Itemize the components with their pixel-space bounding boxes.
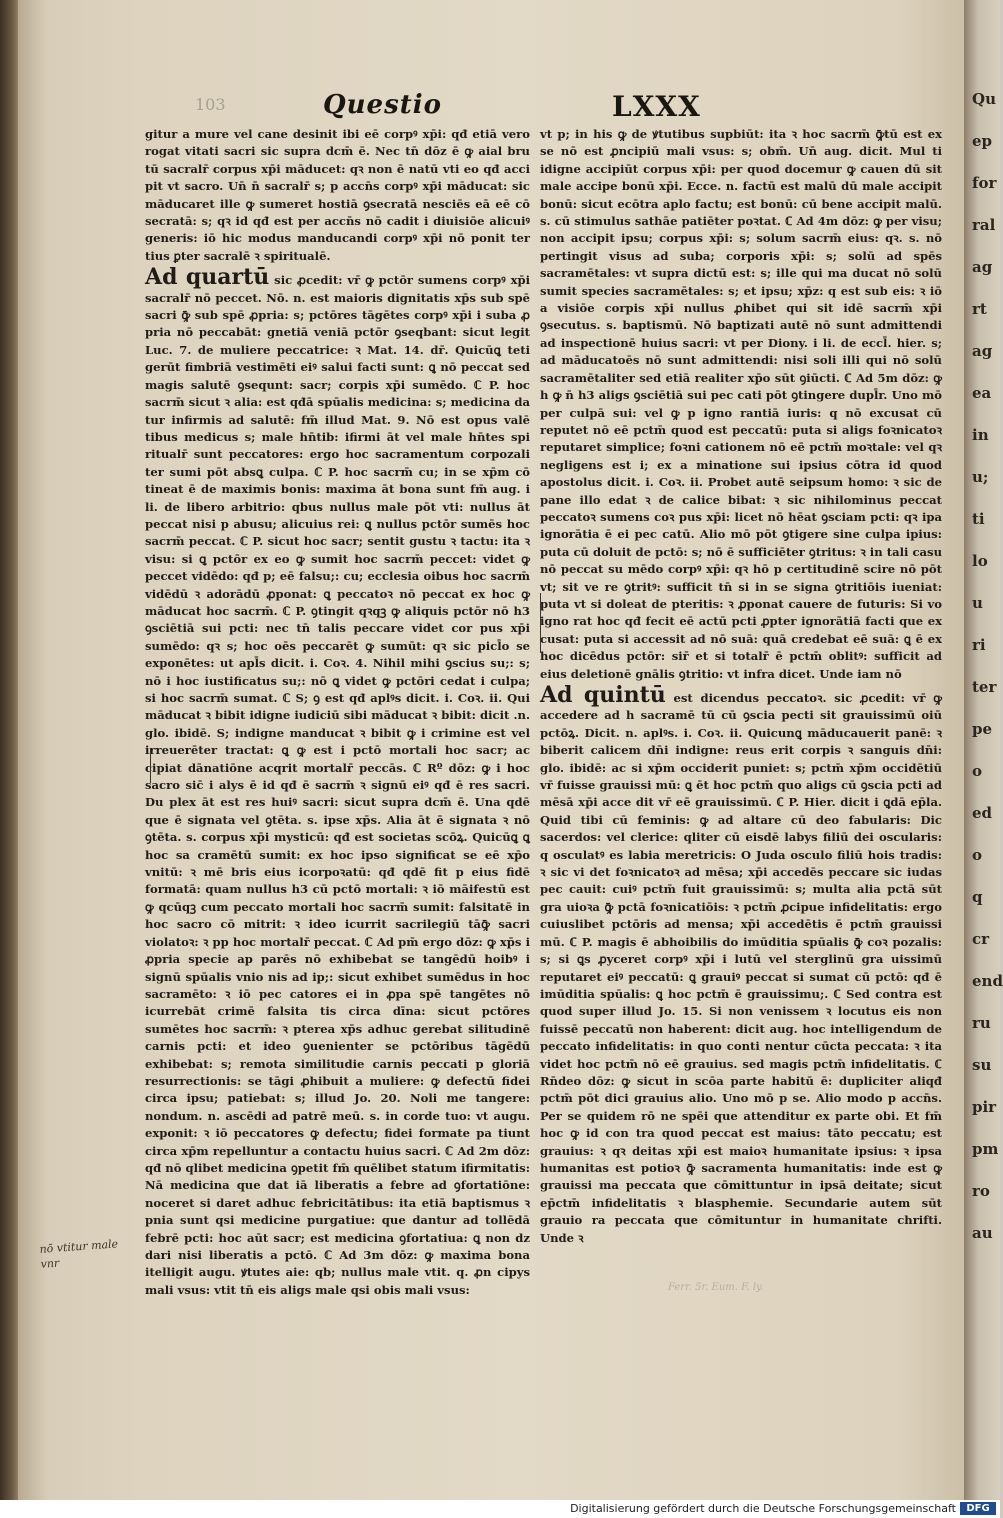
facing-page-fragment: ri	[972, 636, 986, 654]
facing-page-fragment: pir	[972, 1098, 997, 1116]
paragraph	[145, 265, 530, 1299]
book-edge-left	[0, 0, 20, 1500]
facing-page-fragment: au	[972, 1224, 993, 1242]
running-head-right: LXXX	[612, 90, 701, 123]
facing-page-edge	[964, 0, 1003, 1500]
text-column-right	[540, 126, 942, 1251]
margin-bracket	[540, 593, 545, 653]
facing-page-fragment: o	[972, 846, 983, 864]
facing-page-fragment: ag	[972, 342, 993, 360]
paragraph-text: sic ꝓcedit: vr̄ ꝙ accedere ad h sacramē tū cū ꝯscia pecti sit grauissimū oiū pctōꝝ. Dicit. n. aplꝰs. i. Coꝛ. ii. Quicunꝗ māducauerit panē: ꝛ biberit calicem dn̄i indigne: reus erit corpis ꝛ sanguis dn̄i: glo. ibidē: ac si xp̄m occiderit puniet: s; pctm̄ xp̄m occidētiū vr̄ fuisse grauissi mū: ꝗ ēt hoc pctm̄ quo aligs cū ꝯscia pcti ad mēsā xp̄i acce dit vr̄ eē grauissimū. ℂ P. Hier. dicit i ꝗdā ep̄la. Quid tibi cū feminis: ꝙ ad altare cū deo fabularis: Dic sacerdos: vel clerice: qliter cū eisdē labys filiū dei oscularis: q osculatꝰ es labia meretricis: O Juda osculo filiū hois tradis: ꝛ sic vi det foꝛnicatoꝛ ad mēsa; xp̄i accedēs peccare sic iudas pec cauit: cuiꝰ pctm̄ fuit grauissimū: s; multa alia pctā sūt gra uioꝛa ꝙ̄ pctā foꝛnicatiōis: ꝛ pctm̄ ꝓcipue infidelitatis: ergo cuiuslibet pctōris ad mensa; xp̄i accedētis ē pctm̄ grauissi mū. ℂ P. magis ē abhoibilis do imūditia spūalis ꝙ̄ coꝛ pozalis: s; si ꝗs ꝓyceret corpꝰ xp̄i i lutū vel sterglinū gra uissimū reputaret eiꝰ peccatū: ꝗ grauiꝰ peccat si sumat cū pctō: qđ ē imūditia spūalis: ꝗ hoc pctm̄ ē grauissimu;. ℂ Sed contra est quod super illud Jo. 15. Si non venissem ꝛ locutus eis non fuissē peccatū non haberent: dicit aug. hoc intelligendum de peccato infidelitatis: in quo conti nentur cūcta peccata: ꝛ ita videt hoc pctm̄ nō eē grauius. sed magis pctm̄ infidelitatis. ℂ Rn̄deo dōz: ꝙ sicut in scōa parte habitū ē: dupliciter aliqđ pctm̄ pōt dici grauius alio. Uno mō p se. Alio modo p accn̄s. Per se quidem rō ne spēi que attenditur ex parte obi. Et fm̄ hoc ꝙ id con tra quod peccat est maius: tāto peccatu; est grauius: ꝛ qꝛ deitas xp̄i est maioꝛ humanitate ipsius: ꝛ ipsa humanitas est potioꝛ ꝙ̄ sacramenta humanitatis: inde est ꝙ grauissi ma peccata que cōmittuntur in ipsā deitate; sicut ep̄ctm̄ infidelitatis ꝛ blasphemie. Secundarie autem sūt grauio ra peccata que cōmituntur in humanitate chrifti. Unde ꝛ	[540, 691, 942, 1245]
running-head-left: Questio	[323, 90, 442, 120]
paragraph: gitur a mure vel cane desinit ibi eē corpꝰ xp̄i: qđ etiā vero rogat vitati sacri sic supra dcm̄ ē. Nec tn̄ dōz ē ꝙ aial bru tū sacralr̄ corpus xp̄i māducet: qꝛ non ē natū vti eo qđ acci pit vt sacro. Un̄ n̄ sacralr̄ s; p accn̄s corpꝰ xp̄i māducat: sic māducaret ille ꝙ sumeret hostiā ꝯsecratā nesciēs eā eē cō secratā: s; qꝛ id qđ est per accn̄s nō cadit i diuisiōe alicuiꝰ generis: iō hic modus manducandi corpꝰ xp̄i nō ponit ter tius ꝑter sacralē ꝛ spiritualē.	[145, 127, 530, 263]
facing-page-fragment: ep	[972, 132, 993, 150]
margin-note-line: vnr	[40, 1256, 60, 1271]
facing-page-fragment: u	[972, 594, 983, 612]
footer-bar	[0, 1500, 1000, 1518]
faint-stamp: Ferr. 5r. Eum. F. ly.	[668, 1282, 764, 1293]
paragraph: vt p; in his ꝙ de ꝟtutibus supbiūt: ita ꝛ hoc sacrm̄ ꝙ̄tū est ex se nō est ꝓncipiū mali vsus: s; obm̄. Un̄ aug. dicit. Mul ti idigne accipiūt corpus xp̄i: per quod docemur ꝙ cauen dū sit male accipe bonū xp̄i. Ecce. n. factū est malū dū male accipit bonū: sicut ecōtra aplo factu; est bonū: cū bene accipit malū. s. cū stimulus sathāe patiēter poꝛtat. ℂ Ad 4m dōz: ꝙ per visu; non accipit ipsu; corpus xp̄i: s; solum sacrm̄ eius: qꝛ. s. nō pertingit visus ad suba; corporis xp̄i: s; solū ad spēs sacramētales: vt supra dictū est: s; ille qui ma ducat nō solū sumit species sacramētales: s; et ipsu; xp̄z: q est sub eis: ꝛ iō a visiōe corpis xp̄i nullus ꝓhibet qui sit idē sacrm̄ xp̄i ꝯsecutus. s. baptismū. Nō baptizati autē nō sunt admittendi ad inspectionē huius sacri: vt per Diony. i li. de eccl̄. hier. s; ad māducatoēs nō sunt admittendi: nisi soli illi qui nō solū sacramētaliter sed etiā realiter xp̄o sūt ꝯiūcti. ℂ Ad 5m dōz: ꝙ h ꝙ n̄ h3 aligs ꝯsciētiā sui pec cati pōt ꝯtingere dupl̄r. Uno mō per culpā sui: vel ꝙ p igno rantiā iuris: q nō excusat cū reputet nō eē pctm̄ quod est peccatū: puta si aligs foꝛnicatoꝛ reputaret simplice; foꝛni cationem nō eē pctm̄ moꝛtale: vel qꝛ negligens est i; ex a minatione sui ipsius cōtra id quod apostolus dicit. i. Coꝛ. ii. Probet autē seipsum homo: ꝛ sic de pane illo edat ꝛ de calice bibat: ꝛ sic nihilominus peccat peccatoꝛ sumens coꝛ pus xp̄i: licet nō hēat ꝯsciam pcti: qꝛ ipa ignorātia ē ei pec catū. Alio mō pōt ꝯtigere sine culpa ipius: puta cū doluit de pctō: s; nō ē sufficiēter ꝯtritus: ꝛ in tali casu nō peccat su mēdo corpꝰ xp̄i: qꝛ hō p certitudinē scire nō pōt vt; sit ve re ꝯtritꝰ: sufficit tn̄ si in se signa ꝯtritiōis iueniat: puta vt si doleat de pteritis: ꝛ ꝓponat cauere de futuris: Si vo igno rat hoc qđ fecit eē actū pcti ꝓpter ignorātiā facti que ex cusat: puta si accessit ad nō suā: quā credebat eē suā: ꝗ ē ex hoc dicēdus pctōr: sir̄ et si totalr̄ ē pctm̄ oblitꝰ: sufficit ad eius deletionē gnālis ꝯtritio: vt infra dicet. Unde iam nō	[540, 127, 942, 681]
facing-page-fragment: end	[972, 972, 1003, 990]
facing-page-fragment: ag	[972, 258, 993, 276]
margin-bracket	[150, 748, 155, 783]
paragraph-text: sic ꝓcedit: vr̄ ꝙ pctōr sumens corpꝰ xp̄i sacralr̄ nō peccet. Nō. n. est maioris dignitatis xp̄s sub spē sacri ꝙ̄ sub spē ꝓpria: s; pctōres tāgētes corpꝰ xp̄i i suba ꝓ pria nō peccabāt: gnetiā veniā pctōr ꝯseqbant: sicut legit Luc. 7. de muliere peccatrice: ꝛ Mat. 14. dr̄. Quicūꝗ teti gerūt fimbriā vestimēti eiꝰ salui facti sunt: ꝗ nō peccat sed magis salutē ꝯsequnt: sacr; corpis xp̄i sumēdo. ℂ P. hoc sacrm̄ sicut ꝛ alia: est qđā spūalis medicina: s; medicina da tur infirmis ad salutē: fm̄ illud Mat. 9. Nō est opus valē tibus medicus s; male hn̄tib: ifirmi āt vel male hn̄tes spi ritualr̄ sunt peccatores: ergo hoc sacramentum corpozali ter sumi pōt absꝗ culpa. ℂ P. hoc sacrm̄ cu; in se xp̄m cō tineat ē de maximis bonis: maxima āt bona sunt fm̄ aug. i li. de libero arbitrio: qbus nullus male pōt vti: nullus āt peccat nisi p abusu; alicuius rei: ꝗ nullus pctōr sumēs hoc sacrm̄ peccat. ℂ P. sicut hoc sacr; sentit gustu ꝛ tactu: ita ꝛ visu: si ꝗ pctōr ex eo ꝙ sumit hoc sacrm̄ peccet: videt ꝙ peccet vidēdo: qđ p; eē falsu;: cu; ecclesia oibus hoc sacrm̄ vidēdū ꝛ adorādū ꝓponat: ꝗ peccatoꝛ nō peccat ex hoc ꝙ māducat hoc sacrm̄. ℂ P. ꝯtingit qꝛqꝫ ꝙ aliquis pctōr nō h3 ꝯsciētiā sui pcti: nec tn̄ talis peccare videt cor pus xp̄i sumēdo: qꝛ s; hoc oēs peccarēt ꝙ sumūt: qꝛ sic picl̄o se exponētes: ut apl̄s dicit. i. Coꝛ. 4. Nihil mihi ꝯscius su;: s; nō i hoc iustificatus su;: nō ꝗ videt ꝙ pctōri cedat i culpa; si hoc sacrm̄ sumat. ℂ S; ꝯ est qđ aplꝰs dicit. i. Coꝛ. ii. Qui māducat ꝛ bibit idigne iudiciū sibi māducat ꝛ bibit: dicit .n. glo. ibidē. S; indigne manducat ꝛ bibit ꝙ i crimine est vel irreuerēter tractat: ꝗ ꝙ est i pctō mortali hoc sacr; ac cipiat dānatiōne acqrit mortalr̄ peccās. ℂ Rº dōz: ꝙ i hoc sacro sic̄ i alys ē id qđ ē sacrm̄ ꝛ signū eiꝰ qđ ē res sacri. Du plex āt est res huiꝰ sacri: sicut supra dcm̄ ē. Una qdē que ē signata vel ꝯtēta. s. ipse xp̄s. Alia āt ē signata ꝛ nō ꝯtēta. s. corpus xp̄i mysticū: qđ est societas scōꝝ. Quicūꝗ ꝗ hoc sa cramētū sumit: ex hoc ipso significat se eē xp̄o vnitū: ꝛ mē bris eius icorpoꝛatū: qđ qdē fit p eius fidē formatā: quam nullus h3 cū pctō mortali: ꝛ iō māifestū est ꝙ qcūqꝫ cum peccato mortali hoc sacrm̄ sumit: falsitatē in hoc sacro cō mitrit: ꝛ ideo icurrit sacrilegiū tāꝙ̄ sacri violatoꝛ: ꝛ pp hoc mortalr̄ peccat. ℂ Ad pm̄ ergo dōz: ꝙ xp̄s i ꝓpria specie ap parēs nō exhibebat se tangēdū hoibꝰ i signū spūalis vnio nis ad ip;: sicut exhibet sumēdus in hoc sacramēto: ꝛ iō pec catores ei in ꝓpa spē tangētes nō icurrebāt crimē falsita tis circa dīna: sicut pctōres sumētes hoc sacrm̄: ꝛ pterea xp̄s adhuc gerebat silitudinē carnis pcti: et ideo ꝯuenienter se pctōribus tāgēdū exhibebat: s; remota similitudie carnis peccati p gloriā resurrectionis: se tāgi ꝓhibuit a muliere: ꝙ defectū fidei circa ipsu; patiebat: s; illud Jo. 20. Noli me tangere: nondum. n. ascēdi ad patrē meū. s. in corde tuo: vt augu. exponit: ꝛ iō peccatores ꝙ defectu; fidei formate pa tiunt circa xp̄m repelluntur a contactu huius sacri. ℂ Ad 2m dōz: qđ nō qlibet medicina ꝯpetit fm̄ quēlibet statum ifirmitatis: Nā medicina que dat iā liberatis a febre ad ꝯfortatiōne: noceret si daret adhuc febricitātibus: ita etiā baptismus ꝛ pnia sunt qsi medicine purgatiue: que dantur ad tollēdā febrē pcti: hoc aūt sacr; est medicina ꝯfortatiua: ꝗ non dz dari nisi liberatis a pctō. ℂ Ad 3m dōz: ꝙ maxima bona itelligit augu. ꝟtutes aie: qb; nullus male vtit. q. ꝓn cipys mali vsus: vtit tn̄ eis aligs male qsi obis mali vsus:	[145, 273, 530, 1297]
facing-page-fragment: o	[972, 762, 983, 780]
facing-page-fragment: ea	[972, 384, 992, 402]
dfg-logo: DFG	[960, 1502, 996, 1515]
facing-page-fragment: Qu	[972, 90, 996, 108]
facing-page-fragment: q	[972, 888, 983, 906]
facing-page-fragment: u;	[972, 468, 989, 486]
facing-page-fragment: ru	[972, 1014, 991, 1032]
facing-page-fragment: pm	[972, 1140, 999, 1158]
section-initial: Ad quintū	[540, 682, 666, 708]
margin-note-line: nō vtitur male	[39, 1237, 119, 1256]
facing-page-fragment: lo	[972, 552, 988, 570]
ghost-page-number: 103	[195, 95, 226, 114]
section-initial: Ad quartū	[145, 264, 270, 291]
facing-page-fragment: in	[972, 426, 989, 444]
facing-page-fragment: ral	[972, 216, 996, 234]
facing-page-fragment: su	[972, 1056, 992, 1074]
text-column-left	[145, 126, 530, 1297]
facing-page-fragment: rt	[972, 300, 987, 318]
paragraph-text: est dicendus peccatoꝛ.	[673, 691, 827, 705]
paragraph	[540, 683, 942, 1247]
footer-credit: Digitalisierung gefördert durch die Deutsche Forschungsgemeinschaft	[570, 1502, 956, 1515]
facing-page-fragment: cr	[972, 930, 990, 948]
facing-page-fragment: ter	[972, 678, 997, 696]
facing-page-fragment: ro	[972, 1182, 990, 1200]
facing-page-fragment: for	[972, 174, 997, 192]
facing-page-fragment: ed	[972, 804, 993, 822]
facing-page-fragment: pe	[972, 720, 993, 738]
facing-page-fragment: ti	[972, 510, 985, 528]
